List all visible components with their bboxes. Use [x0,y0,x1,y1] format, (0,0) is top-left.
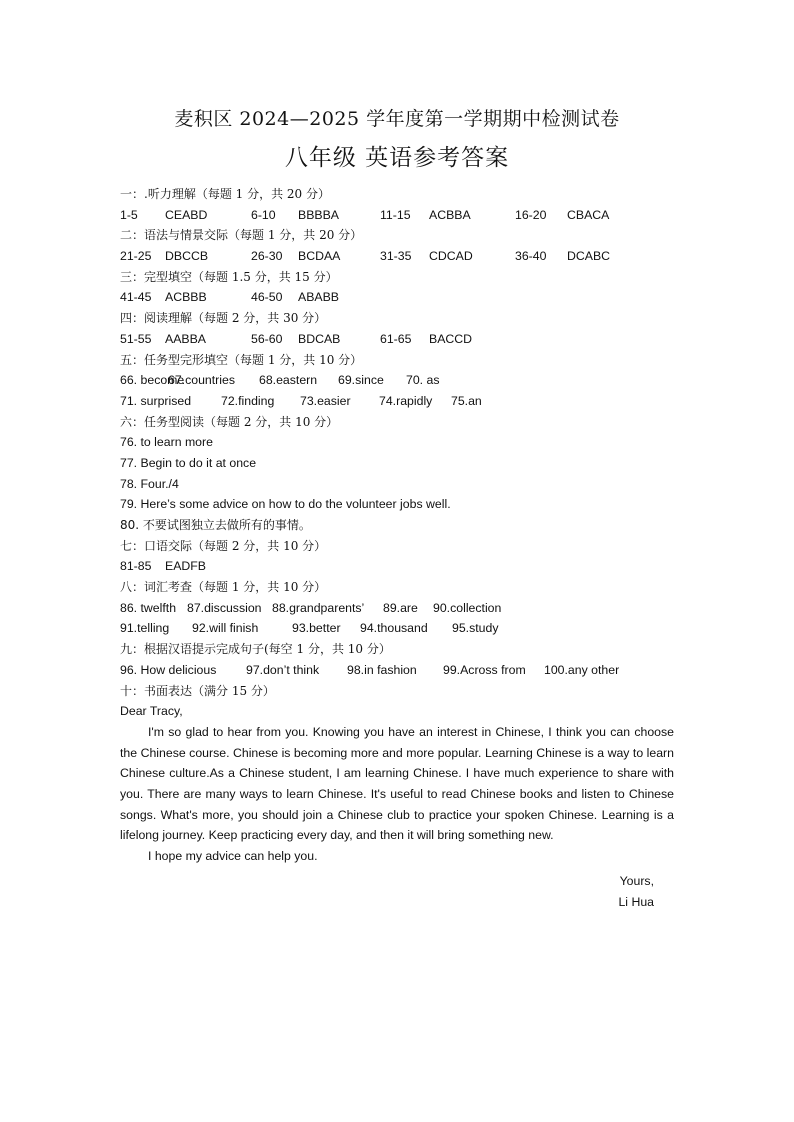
answer-item: 77. Begin to do it at once [120,455,257,470]
answer-item: 90.collection [433,600,502,615]
letter-sign-off: Yours, [619,873,654,888]
answer-value: BACCD [429,331,473,346]
answer-row [120,246,680,267]
answer-item: 99.Across from [443,662,526,677]
answer-range: 81-85 [120,559,152,574]
answer-value: ACBBB [165,290,207,305]
section-heading: 九：根据汉语提示完成句子(每空 1 分，共 10 分） [120,642,391,657]
answer-item: 68.eastern [259,373,318,388]
answer-key [120,184,680,912]
answer-item: 76. to learn more [120,435,213,450]
answer-range: 16-20 [515,207,547,222]
answer-item: 95.study [452,621,499,636]
answer-value: DCABC [567,249,611,264]
letter-body: I'm so glad to hear from you. Knowing you have an interest in Chinese, I think you can choose the Chinese course. Chinese is becoming more and more popular. Learning Chinese is a way to learn Chinese culture.As a Chinese student, I am learning Chinese. I have much experience to share with you. There are many ways to learn Chinese. It's useful to read Chinese books and listen to Chinese songs. What's more, you should join a Chinese club to practice your spoken Chinese. Learning is a lifelong journey. Keep practicing every day, and then it will bring something new. [120,724,674,843]
answer-item: 80. 不要试图独立去做所有的事情。 [120,518,311,532]
answer-value: BBBBA [298,207,340,222]
answer-range: 26-30 [251,249,283,264]
answer-value: BCDAA [298,249,341,264]
answer-item: 88.grandparents’ [272,600,365,615]
answer-item: 79. Here’s some advice on how to do the volunteer jobs well. [120,497,451,512]
answer-row [120,205,680,226]
section-heading: 一：.听力理解（每题 1 分，共 20 分） [120,187,330,201]
answer-range: 1-5 [120,207,138,222]
letter-closing-line: I hope my advice can help you. [148,849,318,864]
answer-row [120,287,680,308]
answer-item: 98.in fashion [347,662,417,677]
section-heading: 六：任务型阅读（每题 2 分，共 10 分） [120,414,339,429]
answer-value: AABBA [165,331,207,346]
answer-range: 11-15 [380,207,411,222]
answer-value: DBCCB [165,249,209,264]
answer-range: 31-35 [380,249,412,264]
sample-letter [120,701,674,912]
document-title: 麦积区 2024—2025 学年度第一学期期中检测试卷 [174,108,620,130]
document-subtitle: 八年级 英语参考答案 [284,145,510,171]
answer-value: ABABB [298,290,340,305]
answer-item: 75.an [451,393,482,408]
section-heading: 十：书面表达（满分 15 分） [120,683,275,698]
answer-range: 56-60 [251,331,283,346]
section-heading: 三：完型填空（每题 1.5 分，共 15 分） [120,269,338,284]
answer-item: 67.countries [168,373,235,388]
answer-value: CBACA [567,207,610,222]
answer-item: 74.rapidly [379,393,433,408]
answer-item: 78. Four./4 [120,476,179,491]
answer-item: 72.finding [221,393,275,408]
section-heading: 八：词汇考查（每题 1 分，共 10 分） [120,580,327,595]
answer-item: 92.will finish [192,621,259,636]
answer-item: 100.any other [544,662,620,677]
answer-range: 41-45 [120,290,152,305]
section-heading: 四：阅读理解（每题 2 分，共 30 分） [120,311,327,326]
answer-range: 21-25 [120,249,152,264]
answer-item: 87.discussion [187,600,262,615]
answer-item: 73.easier [300,393,351,408]
answer-value: CEABD [165,207,208,222]
answer-item: 66. become [120,373,185,388]
letter-greeting: Dear Tracy, [120,704,183,719]
answer-item: 94.thousand [360,621,428,636]
answer-item: 89.are [383,600,418,615]
answer-row [120,618,680,639]
answer-value: BDCAB [298,331,341,346]
answer-item: 97.don’t think [246,662,320,677]
answer-item: 96. How delicious [120,662,217,677]
answer-range: 51-55 [120,331,152,346]
answer-item: 86. twelfth [120,600,177,615]
answer-item: 71. surprised [120,393,192,408]
answer-item: 69.since [338,373,384,388]
answer-row [120,391,680,412]
answer-row [120,370,680,391]
answer-item: 70. as [406,373,440,388]
answer-item: 93.better [292,621,341,636]
answer-range: 46-50 [251,290,283,305]
answer-value: ACBBA [429,207,471,222]
answer-row [120,556,680,577]
answer-item: 91.telling [120,621,170,636]
letter-signature: Li Hua [618,894,654,909]
answer-row [120,660,680,681]
answer-value: CDCAD [429,249,473,264]
section-heading: 二：语法与情景交际（每题 1 分，共 20 分） [120,228,363,243]
answer-row [120,598,680,619]
answer-row [120,329,680,350]
answer-range: 6-10 [251,207,276,222]
answer-value: EADFB [165,559,206,574]
section-heading: 七：口语交际（每题 2 分，共 10 分） [120,538,327,553]
answer-range: 61-65 [380,331,412,346]
section-heading: 五：任务型完形填空（每题 1 分，共 10 分） [120,352,363,367]
answer-range: 36-40 [515,249,547,264]
